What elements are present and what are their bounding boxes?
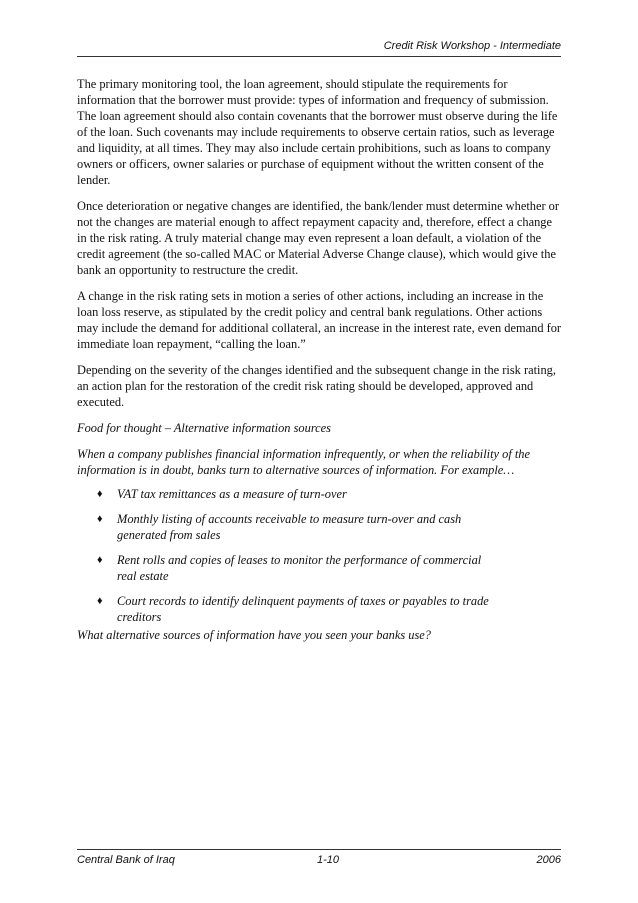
footer-organization: Central Bank of Iraq xyxy=(77,854,175,866)
list-item-text: Court records to identify delinquent payments of taxes or payables to trade xyxy=(117,594,489,608)
list-item xyxy=(77,593,563,625)
paragraph-action-plan: Depending on the severity of the changes identified and the subsequent change in the risk rating, an action plan for the restoration of the credit risk rating should be developed, approved and executed. xyxy=(77,363,556,409)
page-header xyxy=(77,40,561,57)
list-item-text-continued: real estate xyxy=(117,569,169,583)
alternative-sources-list xyxy=(77,486,563,625)
header-title: Credit Risk Workshop - Intermediate xyxy=(383,40,561,52)
list-item-text: VAT tax remittances as a measure of turn-over xyxy=(117,487,347,501)
paragraph-risk-rating-change: A change in the risk rating sets in motion a series of other actions, including an increase in the loan loss reserve, as stipulated by the credit policy and central bank regulations. Other actions may include the demand for additional collateral, an increase in the interest rate, even demand for immediate loan repayment, “calling the loan.” xyxy=(77,289,562,351)
diamond-bullet-icon: ♦ xyxy=(97,554,103,566)
closing-question: What alternative sources of information have you seen your banks use? xyxy=(77,628,431,642)
diamond-bullet-icon: ♦ xyxy=(97,513,103,525)
list-item-text-continued: generated from sales xyxy=(117,528,221,542)
list-item xyxy=(77,511,563,543)
page-footer xyxy=(77,849,561,866)
list-item xyxy=(77,552,563,584)
diamond-bullet-icon: ♦ xyxy=(97,595,103,607)
list-item-text: Monthly listing of accounts receivable to measure turn-over and cash xyxy=(117,512,462,526)
list-item-text: Rent rolls and copies of leases to monitor the performance of commercial xyxy=(117,553,482,567)
footer-year: 2006 xyxy=(536,854,561,866)
list-item-text-continued: creditors xyxy=(117,610,162,624)
food-for-thought-intro: When a company publishes financial information infrequently, or when the reliability of the information is in doubt, banks turn to alternative sources of information. For example… xyxy=(77,447,531,477)
food-for-thought-heading: Food for thought – Alternative information sources xyxy=(77,421,331,435)
document-body xyxy=(77,76,563,653)
diamond-bullet-icon: ♦ xyxy=(97,488,103,500)
footer-page-number: 1-10 xyxy=(317,854,340,866)
list-item xyxy=(77,486,563,502)
paragraph-deterioration: Once deterioration or negative changes are identified, the bank/lender must determine whether or not the changes are material enough to affect repayment capacity and, therefore, effect a change in the risk rating. A truly material change may even represent a loan default, a violation of the credit agreement (the so-called MAC or Material Adverse Change clause), which would give the bank an opportunity to restructure the credit. xyxy=(77,199,560,277)
paragraph-loan-agreement: The primary monitoring tool, the loan agreement, should stipulate the requirements for information that the borrower must provide: types of information and frequency of submission. The loan agreement should also contain covenants that the borrower must observe during the life of the loan. Such covenants may include requirements to observe certain ratios, such as leverage and liquidity, at all times. They may also include certain prohibitions, such as loans to company owners or officers, owner salaries or purchase of equipment without the written consent of the lender. xyxy=(77,77,558,187)
